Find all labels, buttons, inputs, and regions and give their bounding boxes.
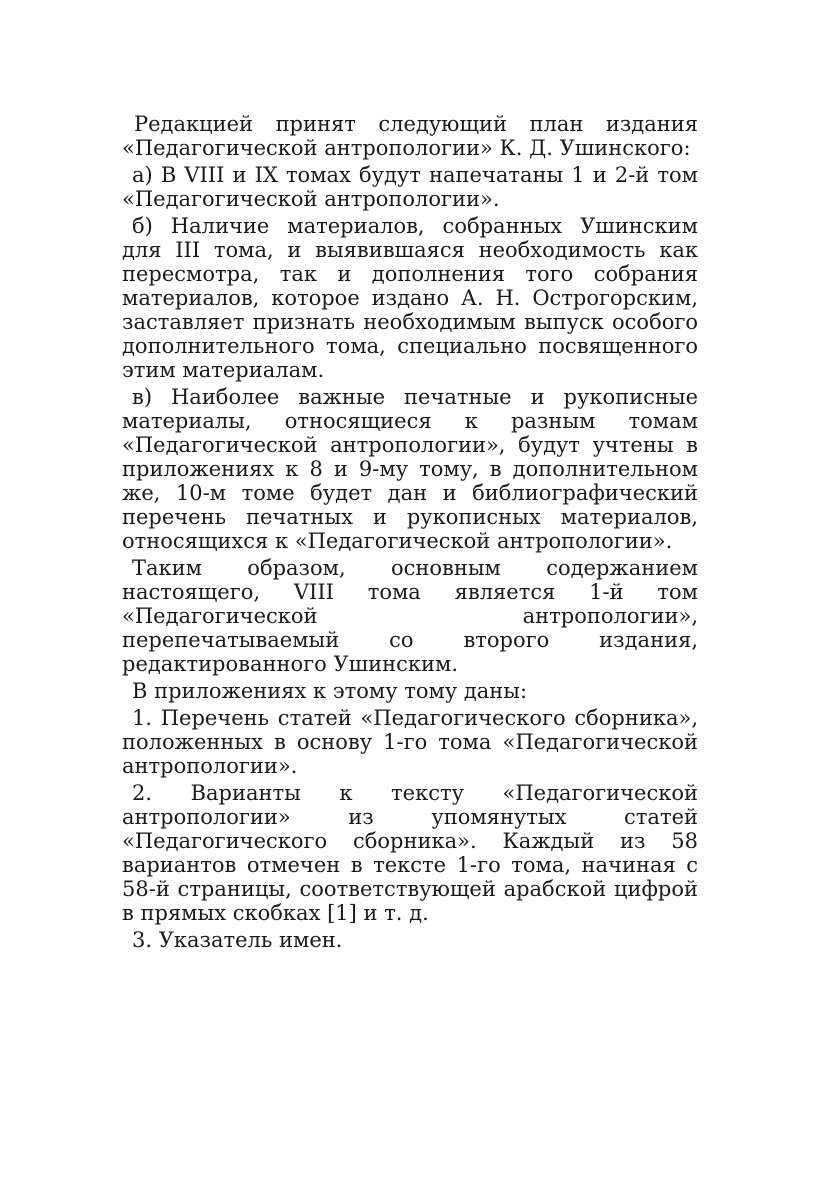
summary-paragraph: Таким образом, основным содержанием настоящего, VIII тома является 1-й том «Педагогической антропологии», перепечатываемый со второго издания, редактированного Ушинским. — [122, 556, 698, 676]
plan-item-b: б) Наличие материалов, собранных Ушинским для III тома, и выявившаяся необходимость как пересмотра, так и дополнения того собрания материалов, которое издано А. Н. Острогорским, заставляет признать необходимым выпуск особого дополнительного тома, специально посвященного этим материалам. — [122, 214, 698, 382]
plan-item-c: в) Наиболее важные печатные и рукописные материалы, относящиеся к разным томам «Педагогической антропологии», будут учтены в приложениях к 8 и 9-му тому, в дополнительном же, 10-м томе будет дан и библиографический перечень печатных и рукописных материалов, относящихся к «Педагогической антропологии». — [122, 385, 698, 553]
appendix-item-1: 1. Перечень статей «Педагогического сборника», положенных в основу 1-го тома «Педагогической антропологии». — [122, 706, 698, 778]
appendices-intro: В приложениях к этому тому даны: — [132, 679, 528, 703]
appendix-item-3: 3. Указатель имен. — [132, 928, 343, 952]
plan-item-a: а) В VIII и IX томах будут напечатаны 1 и 2-й том «Педагогической антропологии». — [122, 163, 698, 211]
appendix-item-2: 2. Варианты к тексту «Педагогической антропологии» из упомянутых статей «Педагогического сборника». Каждый из 58 вариантов отмечен в тексте 1-го тома, начиная с 58-й страницы, соответствующей арабской цифрой в прямых скобках [1] и т. д. — [122, 781, 698, 925]
document-body — [122, 112, 698, 955]
intro-paragraph: Редакцией принят следующий план издания «Педагогической антропологии» К. Д. Ушинского: — [122, 112, 698, 160]
